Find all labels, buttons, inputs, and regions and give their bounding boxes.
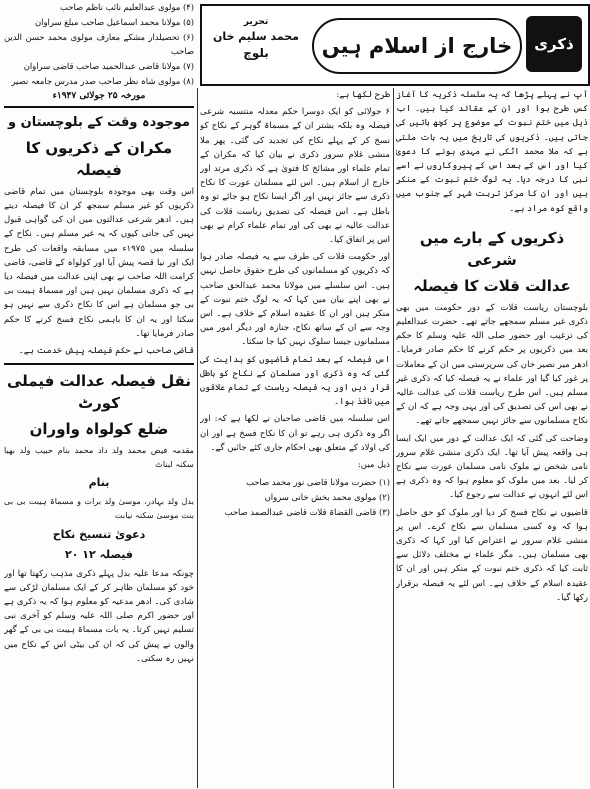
list-item: (۸) مولوی شاہ نظر صاحب صدر مدرس جامعہ نصیر [11,75,194,86]
list-item: (۴) مولوی عبدالعلیم نائب ناظم صاحب [60,2,194,12]
column-rule [197,88,198,788]
paragraph: قاضیوں نے نکاح فسخ کر دیا اور ملوک کو حق حاصل ہوا کہ وہ کسی مسلمان سے نکاح کرے۔ اس پر منشی غلام سرور نے اعتراض کیا اور کہا کہ ذکری بھی مسلمان ہیں۔ مگر علماء نے مختلف دلائل سے ثابت کیا کہ ذکری ختم نبوت کے منکر ہیں اور ان کا عقیدہ اسلام کے خلاف ہے۔ اس لئے یہ فیصلہ برقرار رکھا گیا۔ [396,507,588,603]
middle-column [200,88,390,789]
list-item: (۱) حضرت مولانا قاضی نور محمد صاحب [246,477,390,488]
paragraph: اس وقت بھی موجودہ بلوچستان میں تمام قاضی ذکریوں کو غیر مسلم سمجھ کر ان کا فیصلہ دیتے ہیں۔ ادھر شرعی عدالتوں میں ان کی گواہی قبول نہیں کی جاتی کیوں کہ یہ غیر مسلم ہیں۔ نکاح کے سلسلہ میں ۱۹۷۵ء میں مسابقہ واقعات کی طرح ایک اور نیا قصہ پیش آیا اور کولواہ کے قاضی، قاضی کرامت اللہ صاحب نے بھی اپنی عدالت میں فیصلہ دیا ہے کہ ذکری مسلمان نہیں ہیں اور مسماۃ ہیبت بی بی جو مسلمان ہے اس کا نکاح ذکری سے نہیں ہو سکتا اور یہ ان کا باہمی نکاح فسخ کرنے کا حکم صادر فرمایا تھا۔ [4,186,194,339]
list-item: (۶) تحصیلدار مشکے معارف مولوی محمد حسن الدین صاحب [4,31,194,57]
list-item: (۵) مولانا محمد اسماعیل صاحب مبلغ سراوان [34,16,194,27]
paragraph: بلوچستان ریاست قلات کے دور حکومت میں بھی ذکری غیر مسلم سمجھے جاتے تھے۔ حضرت عبدالعلیم کی ترغیب اور حضور صلی اللہ علیہ وسلم کا حکم بعد میں ذکریوں پر حکم کرنے کا حکم صادر فرمایا۔ ادھر میر نصیر خان کی سرپرستی میں ان کے معاملات پر غور کیا گیا اور علماء نے یہ فیصلہ کیا کہ ذکری غیر مسلم ہیں۔ اس طرح ریاست قلات کی عدالت عالیہ نے بھی اس کی تصدیق کی اور یہی وجہ ہے کہ ان کے نکاح مسلمانوں سے جائز نہیں سمجھے جاتے تھے۔ [396,302,588,427]
byline-label: تحریر [243,17,269,27]
byline [208,16,304,76]
column-rule [393,88,394,788]
left-column [4,0,194,789]
section-heading: ذکریوں کے بارے میں شرعی [419,228,565,269]
paragraph: وضاحت کی گئی کہ ایک عدالت کے دور میں ایک ایسا ہی واقعہ پیش آیا تھا۔ ایک ذکری منشی غلام سرور نامی شخص نے ملوک نامی مسلمان عورت سے نکاح کر لیا۔ بعد میں ملوک کو معلوم ہوا کہ وہ ذکری ہے اس لئے انہوں نے عدالت سے رجوع کیا۔ [396,433,588,501]
article-title: خارج از اسلام ہیں [312,18,522,74]
divider [4,363,194,365]
divider [4,106,194,108]
zikri-badge: ذکری [526,16,582,72]
paragraph: طرح لکھا ہے: [336,90,390,100]
paragraph: اس سلسلہ میں قاضی صاحبان نے لکھا ہے کہ: اور اگر وہ ذکری ہی رہے تو ان کا نکاح فسخ ہے اور ان کی اولاد کے متعلق بھی احکام جاری کئے جائیں گے۔ [200,414,390,453]
section-heading: مکران کے ذکریوں کا فیصلہ [25,138,173,179]
paragraph: ۶ جولائی کو ایک دوسرا حکم معدلہ منتسبہ شرعی فیصلہ وہ بلکہ بشتر ان کے مسماۃ گوہر کے نکاح کو نسخ کر کے پہلے نکاح کی تجدید کی گئی۔ پھر ملا منشی غلام سرور ذکری نے بیان کیا کہ مکران کے تمام علماء اور مشائخ کا فتویٰ ہے کہ ذکری مرتد اور خارج از اسلام ہیں۔ اس لئے مسلمان عورت کا نکاح ذکری سے جائز نہیں اور اگر ایسا نکاح ہو جائے تو وہ باطل ہے۔ اس فیصلہ کی تصدیق ریاست قلات کی عدالت عالیہ نے بھی کی اور تمام علماء کرام نے بھی اس پر اتفاق کیا۔ [200,107,390,246]
claim-heading: دعویٰ تنسیخ نکاح [52,527,146,541]
scholars-list-top [4,0,194,89]
claim-subheading: فیصلہ ۱۲ ۲۰ [64,547,133,561]
paragraph: آپ نے پہلے پڑھا کہ یہ سلسلہ ذکریہ کا آغاز کس طرح ہوا اور ان کے عقائد کیا ہیں۔ اب ذیل میں ختم نبوت کے موضوع پر کچھ باتیں کی جاتی ہیں۔ ذکریوں کی تاریخ میں یہ بات ملتی ہے کہ ملا محمد اٹکی نے مہدی ہونے کا دعویٰ کیا اور اس کے بعد اس کے پیروکاروں نے اسے نبی کا درجہ دیا۔ یہ لوگ ختم نبوت کے منکر ہیں اور ان کا مرکز تربت شہر کے جنوب میں واقع کوہ مراد ہے۔ [396,90,588,214]
list-item: (۷) مولانا قاضی عبدالحمید صاحب قاضی سراوان [23,61,194,72]
scholars-list-bottom [200,475,390,519]
list-item: (۲) مولوی محمد بخش خانی سرواں [264,492,390,503]
section-heading: ضلع کولواہ واوران [29,420,169,439]
right-column [396,88,588,789]
parties-line: بدل ولد بہادر، موسیٰ ولد برات و مسماۃ ہیبت بی بی بنت موسیٰ سکنہ نیابت [4,496,194,520]
date-line: مورخہ ۲۵ جولائی ۱۹۴۷ء [52,90,146,101]
paragraph: چونکہ مدعا علیہ بدل پہلے ذکری مذہب رکھتا تھا اور خود کو مسلمان ظاہر کر کے ایک مسلمان لڑکی سے شادی کی۔ ادھر مدعیہ کو معلوم ہوا کہ یہ ذکری ہے اور حضور اکرم صلی اللہ علیہ وسلم کو آخری نبی تسلیم نہیں کرتا۔ یہ بات مسماۃ ہیبت بی بی کے گھر والوں نے پیش کی کہ ان کی بیٹی اس کے نکاح میں نہیں رہ سکتی۔ [4,568,194,664]
case-line: مقدمہ فیض محمد ولد داد محمد بنام حبیب ولد بھیا سکنہ لبناٹ [4,445,194,469]
paragraph: اس فیصلہ کے بعد تمام قاضیوں کو ہدایت کی گئی کہ وہ ذکری اور مسلمان کے نکاح کو باطل قرار دیں اور یہ فیصلہ ریاست کے تمام علاقوں میں نافذ ہوا۔ [200,354,390,408]
paragraph: قاضی صاحب نے حکم فیصلہ پیش خدمت ہے۔ [18,346,194,357]
list-intro: ذیل میں: [357,460,390,471]
list-item: (۳) قاضی القضاۃ قلات قاضی عبدالصمد صاحب [224,506,390,517]
section-heading: عدالت قلات کا فیصلہ [413,276,571,295]
byline-author-sub: بلوچ [243,46,269,60]
paragraph: اور حکومت قلات کی طرف سے یہ فیصلہ صادر ہوا کہ ذکریوں کو مسلمانوں کی طرح حقوق حاصل نہیں ہیں۔ اس سلسلے میں مولانا محمد عبدالحق صاحب نے بھی اپنے بیان میں کہا کہ یہ لوگ ختم نبوت کے منکر ہیں اور ان کا عقیدہ اسلام کے خلاف ہے۔ اس وجہ سے ان کے ساتھ نکاح، جنازہ اور دیگر امور میں مسلمانوں جیسا سلوک نہیں کیا جا سکتا۔ [200,252,390,348]
article-header-box [200,4,590,86]
byline-author: محمد سلیم خان [213,30,299,43]
section-heading: موجودہ وقت کے بلوچستان و [8,114,190,130]
section-heading: نقل فیصلہ عدالت فیملی کورٹ [7,372,191,413]
banam-label: بنام [88,476,110,490]
